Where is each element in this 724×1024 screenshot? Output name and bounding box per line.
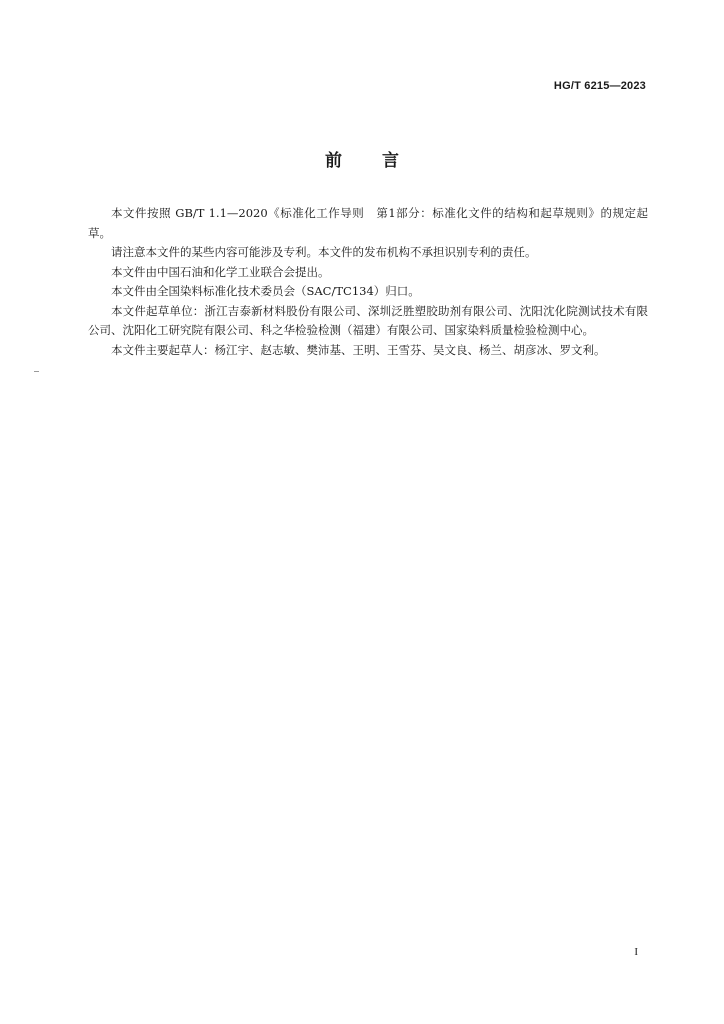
paragraph-drafting-units: 本文件起草单位：浙江吉泰新材料股份有限公司、深圳泛胜塑胶助剂有限公司、沈阳沈化院测试技术有限公司、沈阳化工研究院有限公司、科之华检验检测（福建）有限公司、国家染料质量检验检测中心。 [88,303,648,337]
paragraph-technical-committee: 本文件由全国染料标准化技术委员会（SAC/TC134）归口。 [111,284,420,298]
paragraph-proposer: 本文件由中国石油和化学工业联合会提出。 [111,264,330,279]
paragraph-patent-notice: 请注意本文件的某些内容可能涉及专利。本文件的发布机构不承担识别专利的责任。 [111,245,537,259]
paragraph-drafting-rules: 本文件按照 GB/T 1.1—2020《标准化工作导则 第1部分：标准化文件的结构和起草规则》的规定起草。 [88,206,648,240]
page-title: 前言 [325,151,439,171]
margin-mark [34,371,39,372]
paragraph-drafters: 本文件主要起草人：杨江宇、赵志敏、樊沛基、王明、王雪芬、吴文良、杨兰、胡彦冰、罗文利。 [111,342,606,357]
standard-code: HG/T 6215—2023 [553,80,646,92]
page-number: I [634,946,638,958]
foreword-body [88,204,648,360]
